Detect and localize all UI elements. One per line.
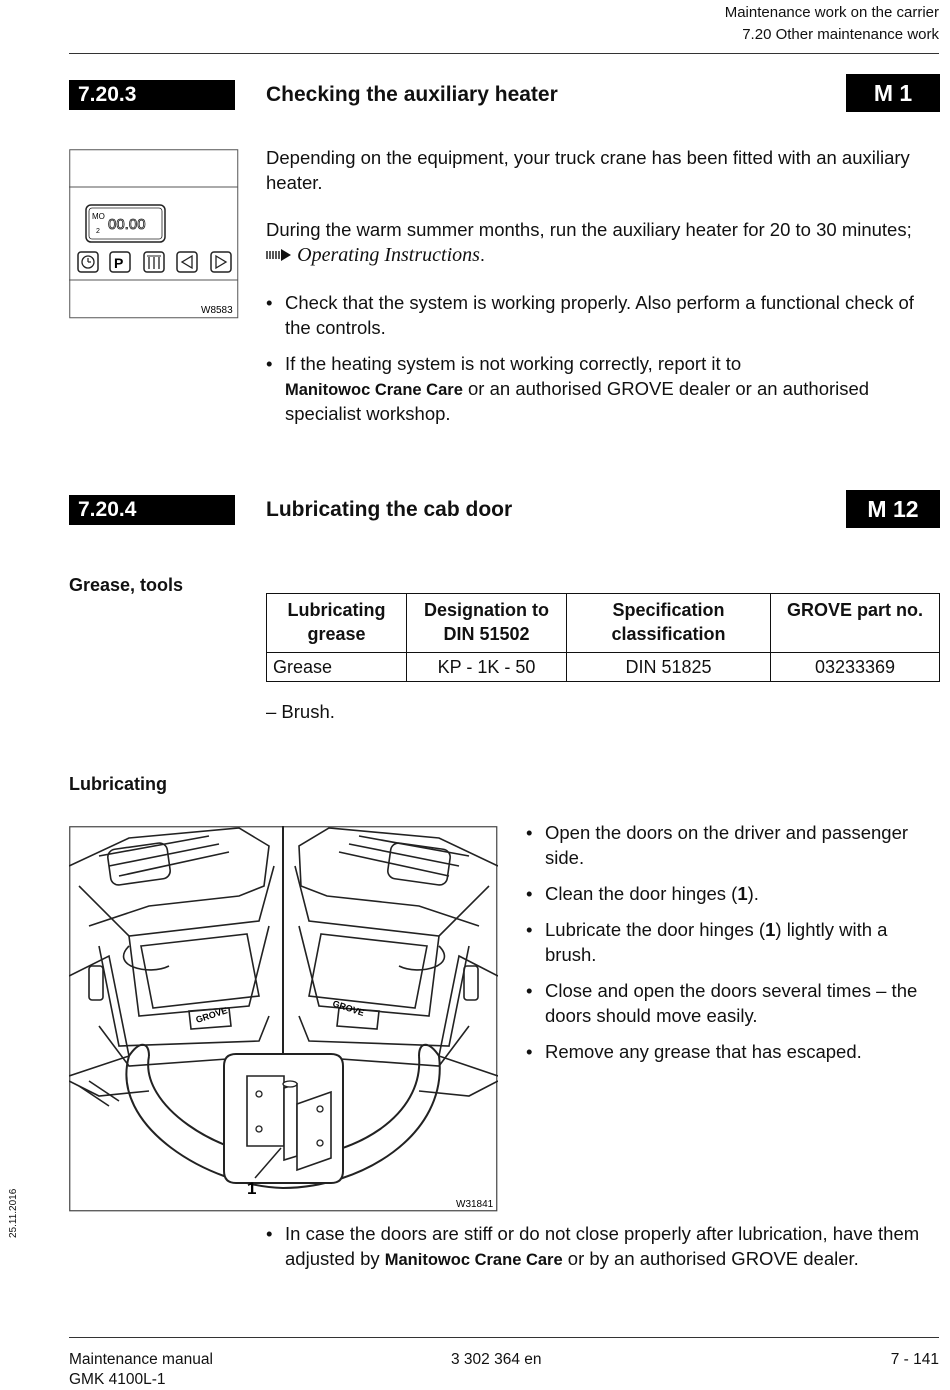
right-grove-logo: GROVE (331, 998, 366, 1018)
grease-table (266, 593, 940, 682)
heat-button-icon (144, 252, 164, 272)
table-cell: 03233369 (771, 653, 940, 682)
step-clean-hinges (545, 882, 940, 907)
maintenance-interval-badge: M 1 (846, 74, 940, 112)
figure-label: W31841 (456, 1199, 494, 1210)
footer-model: GMK 4100L-1 (69, 1371, 166, 1388)
table-row (267, 653, 940, 682)
left-arrow-button-icon (177, 252, 197, 272)
header-section: 7.20 Other maintenance work (742, 26, 939, 43)
section-title: Lubricating the cab door (266, 498, 513, 521)
operating-paragraph (266, 218, 926, 267)
table-header: Specification classification (567, 594, 771, 653)
header-chapter: Maintenance work on the carrier (724, 4, 939, 21)
preset-button-label: P (114, 255, 124, 271)
section-title: Checking the auxiliary heater (266, 83, 558, 106)
check-bullet: • Check that the system is working properly. Also perform a functional check of the controls. (285, 291, 925, 340)
section-number: 7.20.4 (69, 495, 235, 525)
intro-paragraph: Depending on the equipment, your truck crane has been fitted with an auxiliary heater. (266, 147, 910, 193)
footer-page-number: 7 - 141 (890, 1351, 939, 1368)
door-hinge-detail (224, 1054, 343, 1183)
adjust-bullet (285, 1222, 940, 1272)
operating-instructions-link[interactable]: Operating Instructions (297, 243, 480, 266)
display-mode-text: MO (92, 212, 105, 221)
step-lubricate-hinges (545, 918, 925, 967)
maintenance-interval-badge: M 12 (846, 490, 940, 528)
left-grove-logo: GROVE (194, 1005, 229, 1025)
step-text: Clean the door hinges ( (545, 883, 738, 904)
grease-tools-heading: Grease, tools (69, 575, 184, 595)
report-text: If the heating system is not working correctly, report it to (285, 353, 742, 374)
step-ref-number: 1 (737, 883, 748, 904)
operating-end: . (479, 243, 486, 265)
preset-button-icon (110, 252, 130, 272)
lubricating-heading: Lubricating (69, 774, 167, 794)
table-header: Designation to DIN 51502 (407, 594, 567, 653)
figure-label: W8583 (201, 305, 233, 316)
footer-doc-number: 3 302 364 en (451, 1351, 542, 1368)
side-date: 25.11.2016 (8, 1188, 19, 1238)
step-text-end: ). (747, 883, 759, 904)
running-header (725, 2, 939, 46)
tool-item: – Brush. (266, 701, 335, 722)
table-cell: KP - 1K - 50 (407, 653, 567, 682)
brand-name: Manitowoc Crane Care (384, 1250, 563, 1269)
heater-control-figure (69, 149, 239, 319)
adjust-text: In case the doors are stiff or do not close properly after lubrication, have them adjusted by (285, 1223, 920, 1269)
step-open-doors: • Open the doors on the driver and passenger side. (545, 821, 940, 870)
reference-arrow-icon (266, 248, 292, 262)
report-text-end: or an authorised GROVE dealer or an authorised specialist workshop. (285, 377, 870, 424)
table-header: Lubricating grease (267, 594, 407, 653)
table-header: GROVE part no. (771, 594, 940, 653)
footer-rule (69, 1337, 939, 1338)
table-cell: DIN 51825 (567, 653, 771, 682)
step-ref-number: 1 (765, 919, 776, 940)
footer-left (69, 1350, 213, 1390)
table-cell: Grease (267, 653, 407, 682)
footer-manual: Maintenance manual (69, 1351, 213, 1368)
step-close-open: • Close and open the doors several times – the doors should move easily. (545, 979, 940, 1028)
cab-door-figure (69, 826, 498, 1212)
step-text: Lubricate the door hinges ( (545, 919, 766, 940)
brand-name: Manitowoc Crane Care (285, 380, 463, 399)
table-header-row (267, 594, 940, 653)
header-rule (69, 53, 939, 54)
step-remove-grease: • Remove any grease that has escaped. (545, 1040, 940, 1065)
adjust-text-end: or by an authorised GROVE dealer. (567, 1247, 859, 1269)
section-number: 7.20.3 (69, 80, 235, 110)
callout-number: 1 (247, 1179, 257, 1198)
step-text-end: ) lightly with a brush. (545, 919, 888, 965)
display-digit-text: 2 (96, 228, 100, 235)
right-arrow-button-icon (211, 252, 231, 272)
report-bullet (285, 352, 925, 427)
display-time-text: 00.00 (108, 216, 146, 233)
clock-button-icon (78, 252, 98, 272)
operating-text: During the warm summer months, run the auxiliary heater for 20 to 30 minutes; (266, 219, 912, 240)
